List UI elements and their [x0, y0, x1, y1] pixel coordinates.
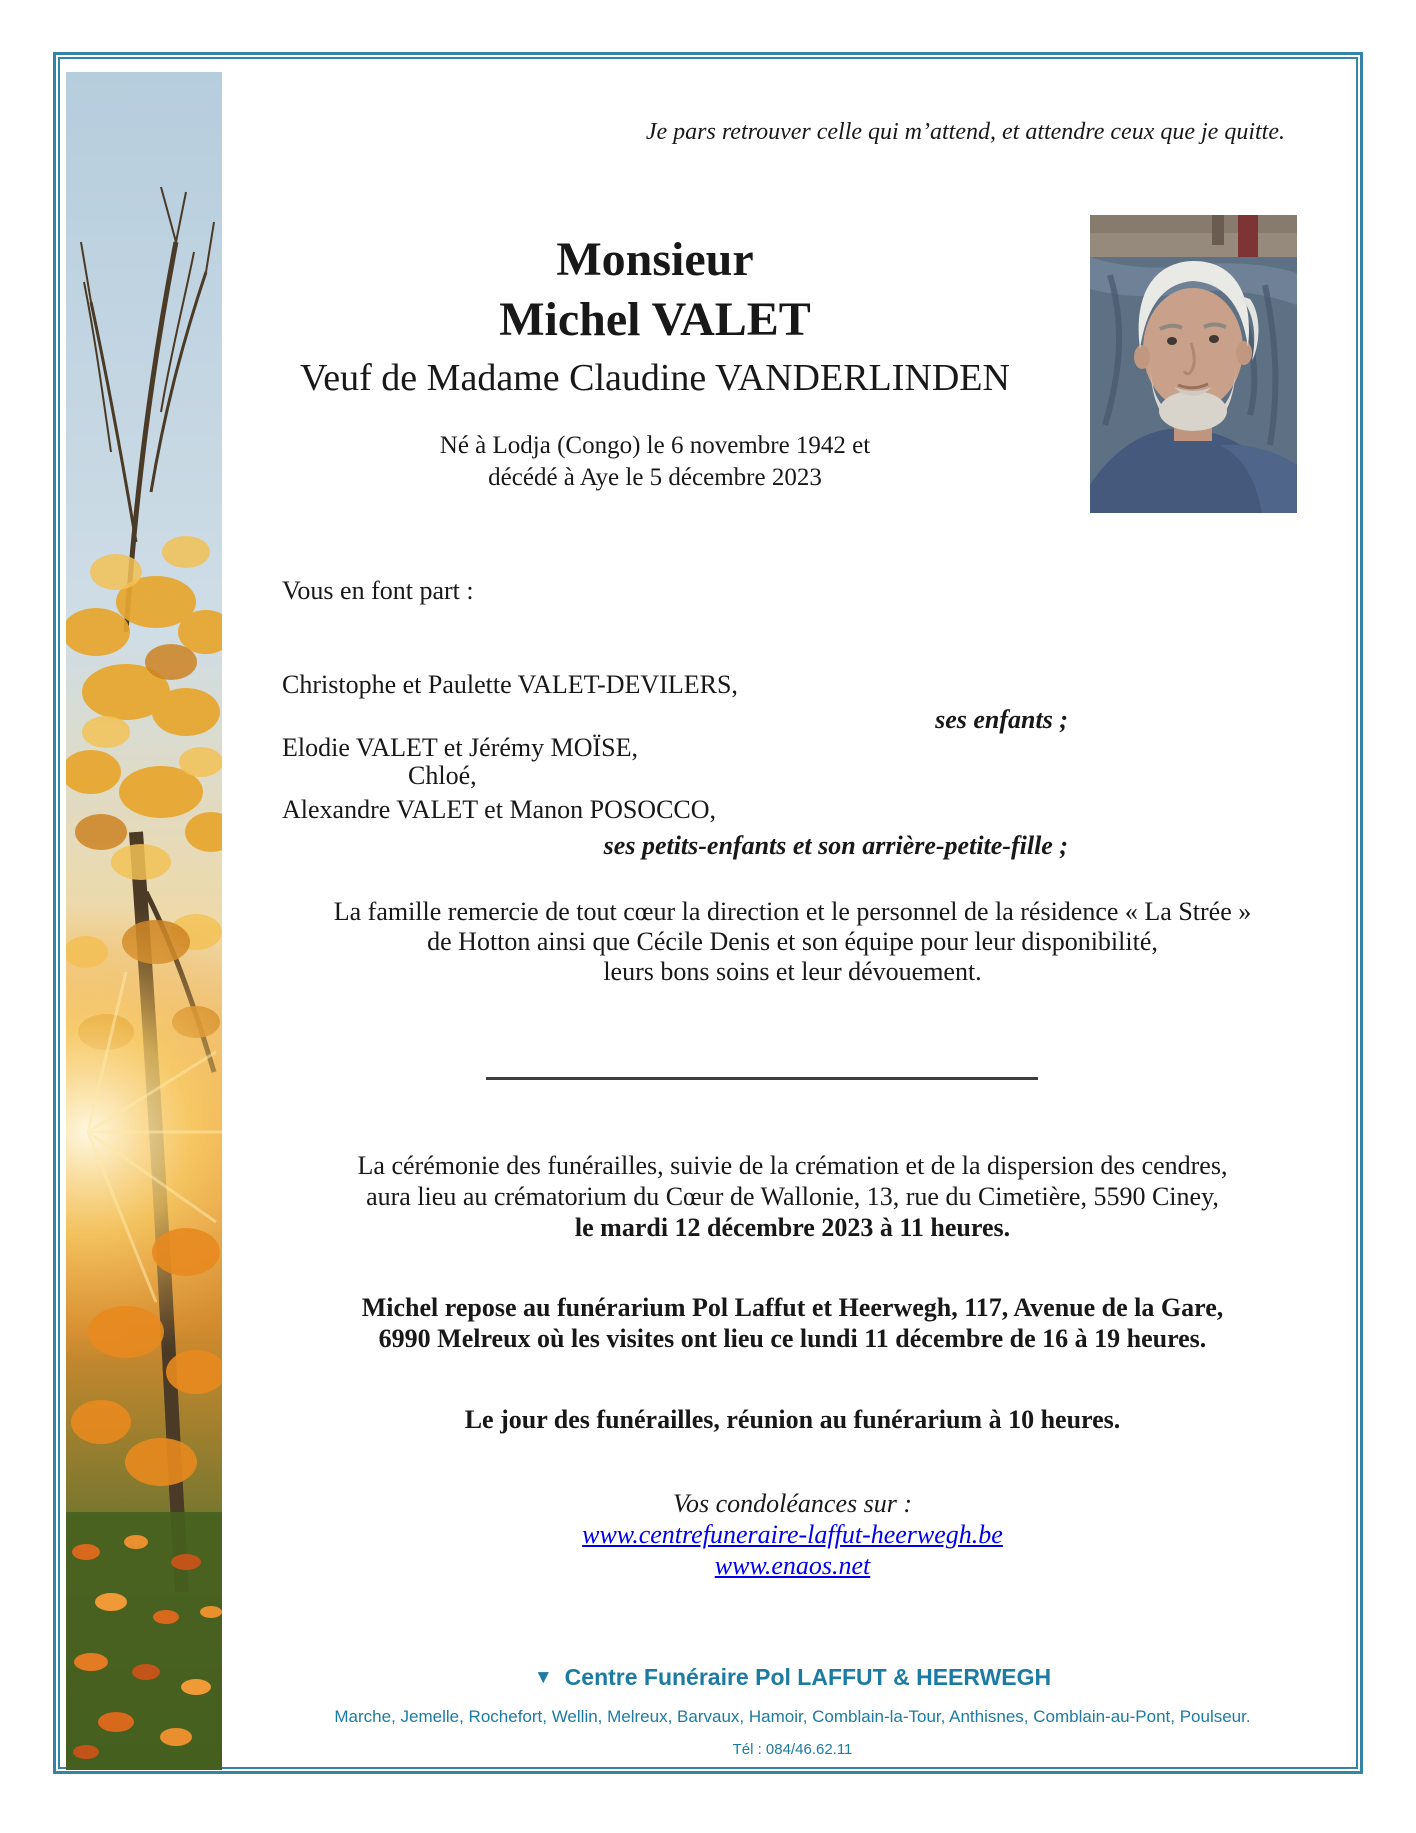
background-object — [1212, 215, 1224, 245]
thanks-line-2: de Hotton ainsi que Cécile Denis et son équipe pour leur disponibilité, — [427, 927, 1158, 956]
room-wall-top — [1090, 215, 1297, 233]
footer-brand — [222, 1663, 1363, 1692]
deceased-portrait-photo — [1090, 215, 1297, 513]
life-dates — [225, 430, 1085, 494]
autumn-photo-strip — [66, 72, 222, 1770]
autumn-photo-illustration — [66, 72, 222, 1770]
family-list — [282, 671, 1068, 860]
ceremony-paragraph — [222, 1150, 1363, 1243]
children-label: ses enfants ; — [935, 705, 1068, 734]
thanks-paragraph — [222, 897, 1363, 987]
ear-left — [1134, 345, 1150, 369]
title-civility: Monsieur — [556, 233, 754, 286]
ear-right — [1236, 341, 1252, 365]
announcement-intro: Vous en font part : — [282, 576, 474, 605]
death-line: décédé à Aye le 5 décembre 2023 — [488, 464, 822, 491]
ceremony-line-1: La cérémonie des funérailles, suivie de la crémation et de la dispersion des cendres, — [357, 1151, 1228, 1180]
ceremony-date-line: le mardi 12 décembre 2023 à 11 heures. — [574, 1213, 1011, 1242]
birth-line: Né à Lodja (Congo) le 6 novembre 1942 et — [439, 432, 871, 459]
thanks-line-3: leurs bons soins et leur dévouement. — [603, 957, 982, 986]
repose-line-2: 6990 Melreux où les visites ont lieu ce lundi 11 décembre de 16 à 19 heures. — [378, 1324, 1207, 1353]
condolences-intro: Vos condoléances sur : — [672, 1489, 912, 1518]
grandchild-name-3: Alexandre VALET et Manon POSOCCO, — [282, 795, 717, 824]
grandchild-name-1: Elodie VALET et Jérémy MOÏSE, — [282, 733, 639, 762]
children-names: Christophe et Paulette VALET-DEVILERS, — [282, 670, 738, 699]
reunion-line: Le jour des funérailles, réunion au funérarium à 10 heures. — [464, 1405, 1121, 1434]
thanks-line-1: La famille remercie de tout cœur la direction et le personnel de la résidence « La Strée » — [333, 897, 1252, 926]
header-block — [225, 230, 1085, 494]
condolences-link-1[interactable]: www.centrefuneraire-laffut-heerwegh.be — [582, 1520, 1003, 1549]
portrait-illustration — [1090, 215, 1297, 513]
grandchild-name-2: Chloé, — [408, 761, 477, 790]
red-object — [1238, 215, 1258, 259]
condolences-link-2[interactable]: www.enaos.net — [714, 1551, 871, 1580]
repose-line-1: Michel repose au funérarium Pol Laffut et Heerwegh, 117, Avenue de la Gare, — [361, 1293, 1224, 1322]
footer-brand-label: Centre Funéraire Pol LAFFUT & HEERWEGH — [564, 1664, 1052, 1690]
repose-paragraph — [222, 1292, 1363, 1354]
brand-triangle-icon: ▼ — [533, 1667, 553, 1688]
footer-phone: Tél : 084/46.62.11 — [732, 1741, 853, 1758]
ceremony-line-2: aura lieu au crématorium du Cœur de Wallonie, 13, rue du Cimetière, 5590 Ciney, — [366, 1182, 1219, 1211]
widowhood-line: Veuf de Madame Claudine VANDERLINDEN — [300, 357, 1010, 399]
beard-chin — [1159, 391, 1227, 431]
condolences-block — [222, 1488, 1363, 1581]
section-divider — [486, 1068, 1038, 1080]
deceased-name: Michel VALET — [499, 293, 811, 346]
grandchildren-label: ses petits-enfants et son arrière-petite-fille ; — [603, 831, 1068, 860]
memorial-quote: Je pars retrouver celle qui m’attend, et attendre ceux que je quitte. — [645, 119, 1285, 145]
footer-towns: Marche, Jemelle, Rochefort, Wellin, Melreux, Barvaux, Hamoir, Comblain-la-Tour, Anthisnes, Comblain-au-Pont, Poulseur. — [334, 1707, 1251, 1726]
